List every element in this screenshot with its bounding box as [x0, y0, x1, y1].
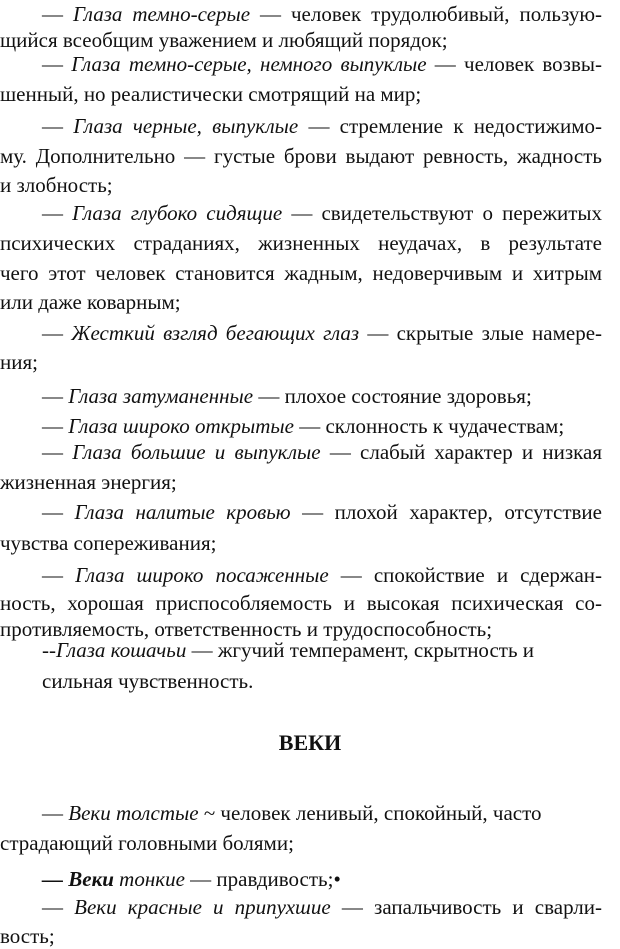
section-heading: ВЕКИ — [278, 730, 342, 755]
text-span: психических страданиях, жизненных неудачах, в результате — [0, 231, 602, 255]
text-span: — — [42, 895, 75, 919]
text-span: — скрытые злые намере- — [359, 321, 603, 345]
text-line — [42, 383, 532, 409]
text-line — [42, 499, 602, 525]
text-line — [42, 800, 542, 826]
text-span: ния; — [0, 350, 38, 374]
text-span: му. Дополнительно — густые брови выдают ревность, жадность — [0, 144, 602, 168]
text-line — [42, 320, 602, 346]
text-span: — свидетельствуют о пережитых — [282, 201, 603, 225]
text-line — [0, 530, 216, 556]
emphasized-term: тонкие — [113, 867, 185, 891]
emphasized-term: Глаза темно-серые, немного выпуклые — [71, 52, 427, 76]
text-line — [42, 866, 341, 892]
text-span: — — [42, 321, 72, 345]
text-span: щийся всеобщим уважением и любящий порядок; — [0, 28, 448, 52]
text-span: шенный, но реалистически смотрящий на мир; — [0, 82, 422, 106]
emphasized-term: Глаза широко открытые — [68, 414, 294, 438]
text-span: — — [42, 500, 75, 524]
text-span: — — [42, 52, 72, 76]
text-line — [0, 81, 421, 107]
text-span: — человек возвы- — [426, 52, 602, 76]
text-line — [42, 562, 602, 588]
text-line — [0, 260, 602, 286]
text-line — [0, 830, 294, 856]
text-line — [0, 230, 602, 256]
text-span: жизненная энергия; — [0, 470, 177, 494]
text-line — [0, 469, 177, 495]
text-span: — склонность к чудачествам; — [293, 414, 565, 438]
emphasized-term: Глаза темно-серые — [72, 2, 251, 26]
text-span: — — [42, 801, 69, 825]
text-span: — плохое состояние здоровья; — [253, 384, 532, 408]
text-line — [42, 51, 602, 77]
text-line — [0, 590, 602, 616]
text-span: — — [42, 384, 69, 408]
emphasized-term: Глаза налитые кровью — [74, 500, 291, 524]
text-line — [0, 172, 113, 198]
emphasized-term: Глаза затуманенные — [68, 384, 254, 408]
emphasized-term: Глаза широко посаженные — [75, 563, 329, 587]
emphasized-term: Глаза глубоко сидящие — [72, 201, 283, 225]
text-span: — спокойствие и сдержан- — [328, 563, 602, 587]
text-line — [42, 113, 602, 139]
text-line — [0, 923, 55, 949]
text-span: противляемость, ответственность и трудоспособность; — [0, 617, 493, 641]
emphasized-term: — Веки — [42, 867, 114, 891]
text-span: — — [42, 563, 76, 587]
text-line — [42, 439, 602, 465]
text-span: — — [42, 201, 73, 225]
text-line — [42, 637, 534, 663]
text-span: — запальчивость и сварли- — [330, 895, 602, 919]
text-span: вость; — [0, 924, 55, 948]
text-line — [42, 200, 602, 226]
text-span: — стремление к недостижимо- — [298, 114, 603, 138]
emphasized-term: Глаза кошачьи — [56, 638, 187, 662]
text-span: чего этот человек становится жадным, недоверчивым и хитрым — [0, 261, 602, 285]
text-span: — плохой характер, отсутствие — [290, 500, 602, 524]
emphasized-term: Веки красные и припухшие — [74, 895, 331, 919]
text-span: — жгучий темперамент, скрытность и — [186, 638, 535, 662]
emphasized-term: Глаза большие и выпуклые — [72, 440, 321, 464]
text-line — [42, 894, 602, 920]
text-span: чувства сопереживания; — [0, 531, 217, 555]
text-line — [42, 413, 564, 439]
text-line — [0, 349, 38, 375]
text-span: -- — [42, 638, 56, 662]
emphasized-term: Глаза черные, выпуклые — [73, 114, 299, 138]
text-span: сильная чувственность. — [42, 669, 254, 693]
text-span: — правдивость;• — [184, 867, 341, 891]
text-span: — — [42, 114, 74, 138]
emphasized-term: Жесткий взгляд бегающих глаз — [71, 321, 360, 345]
text-line — [42, 668, 253, 694]
text-span: страдающий головными болями; — [0, 831, 294, 855]
text-span: или даже коварным; — [0, 290, 181, 314]
text-line — [0, 27, 448, 53]
text-span: ~ человек ленивый, спокойный, часто — [198, 801, 542, 825]
text-span: и злобность; — [0, 173, 113, 197]
text-span: — человек трудолюбивый, пользую- — [250, 2, 603, 26]
text-span: — слабый характер и низкая — [320, 440, 603, 464]
text-span: — — [42, 414, 69, 438]
text-line — [0, 143, 602, 169]
text-line — [0, 289, 181, 315]
text-span: — — [42, 2, 73, 26]
text-span: — — [42, 440, 73, 464]
text-line — [42, 1, 602, 27]
text-span: ность, хорошая приспособляемость и высокая психическая со- — [0, 591, 602, 615]
emphasized-term: Веки толстые — [68, 801, 199, 825]
